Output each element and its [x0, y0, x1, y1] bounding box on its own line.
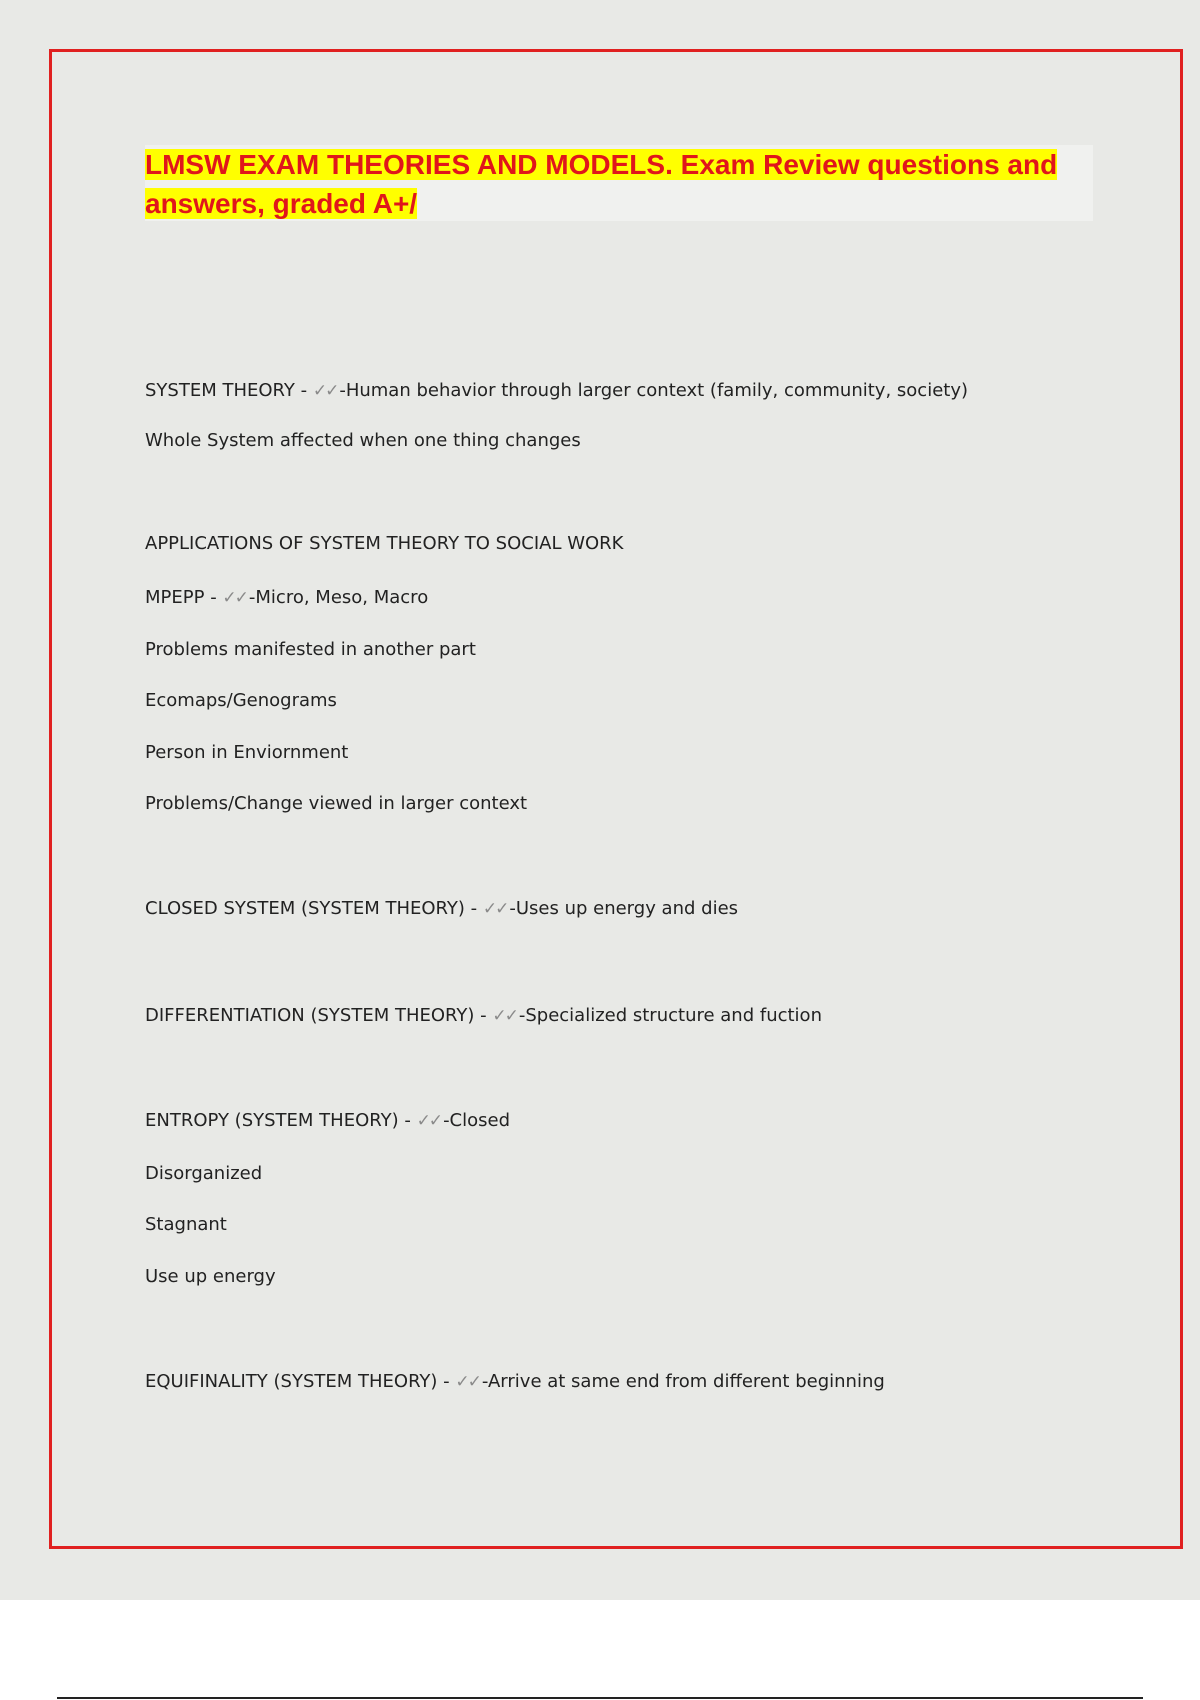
note-line: Problems manifested in another part: [145, 639, 476, 660]
double-check-icon: ✓✓: [312, 381, 338, 401]
note-line: Whole System affected when one thing changes: [145, 430, 581, 451]
double-check-icon: ✓✓: [455, 1372, 480, 1392]
note-line: Person in Enviornment: [145, 742, 349, 763]
entry-differentiation: [145, 1004, 822, 1028]
answer: -Human behavior through larger context (family, community, society): [339, 380, 969, 401]
note-line: Stagnant: [145, 1214, 227, 1235]
entry-equifinality: [145, 1370, 885, 1394]
double-check-icon: ✓✓: [222, 588, 247, 608]
section-heading: APPLICATIONS OF SYSTEM THEORY TO SOCIAL WORK: [145, 533, 624, 554]
document-title: [145, 145, 1093, 223]
note-line: Disorganized: [145, 1163, 263, 1184]
note-line: Ecomaps/Genograms: [145, 690, 337, 711]
title-line-2: answers, graded A+/: [145, 188, 418, 219]
double-check-icon: ✓✓: [492, 1006, 517, 1026]
title-line-1: LMSW EXAM THEORIES AND MODELS. Exam Review questions and: [145, 149, 1058, 180]
answer: -Micro, Meso, Macro: [248, 587, 429, 608]
entry-closed-system: [145, 897, 738, 921]
term: MPEPP -: [145, 587, 223, 608]
answer: -Specialized structure and fuction: [518, 1005, 822, 1026]
note-line: Problems/Change viewed in larger context: [145, 793, 528, 814]
term: EQUIFINALITY (SYSTEM THEORY) -: [145, 1371, 456, 1392]
answer: -Closed: [443, 1110, 511, 1131]
double-check-icon: ✓✓: [416, 1111, 442, 1131]
double-check-icon: ✓✓: [482, 899, 508, 919]
entry-mpepp: [145, 586, 428, 610]
note-line: Use up energy: [145, 1266, 276, 1287]
answer: -Arrive at same end from different beginning: [481, 1371, 885, 1392]
term: CLOSED SYSTEM (SYSTEM THEORY) -: [145, 898, 483, 919]
answer: -Uses up energy and dies: [509, 898, 739, 919]
footer-divider: [57, 1697, 1143, 1699]
entry-system-theory: [145, 379, 968, 403]
entry-entropy: [145, 1109, 510, 1133]
term: DIFFERENTIATION (SYSTEM THEORY) -: [145, 1005, 493, 1026]
title-block: [145, 145, 1093, 221]
term: ENTROPY (SYSTEM THEORY) -: [145, 1110, 417, 1131]
term: SYSTEM THEORY -: [145, 380, 313, 401]
